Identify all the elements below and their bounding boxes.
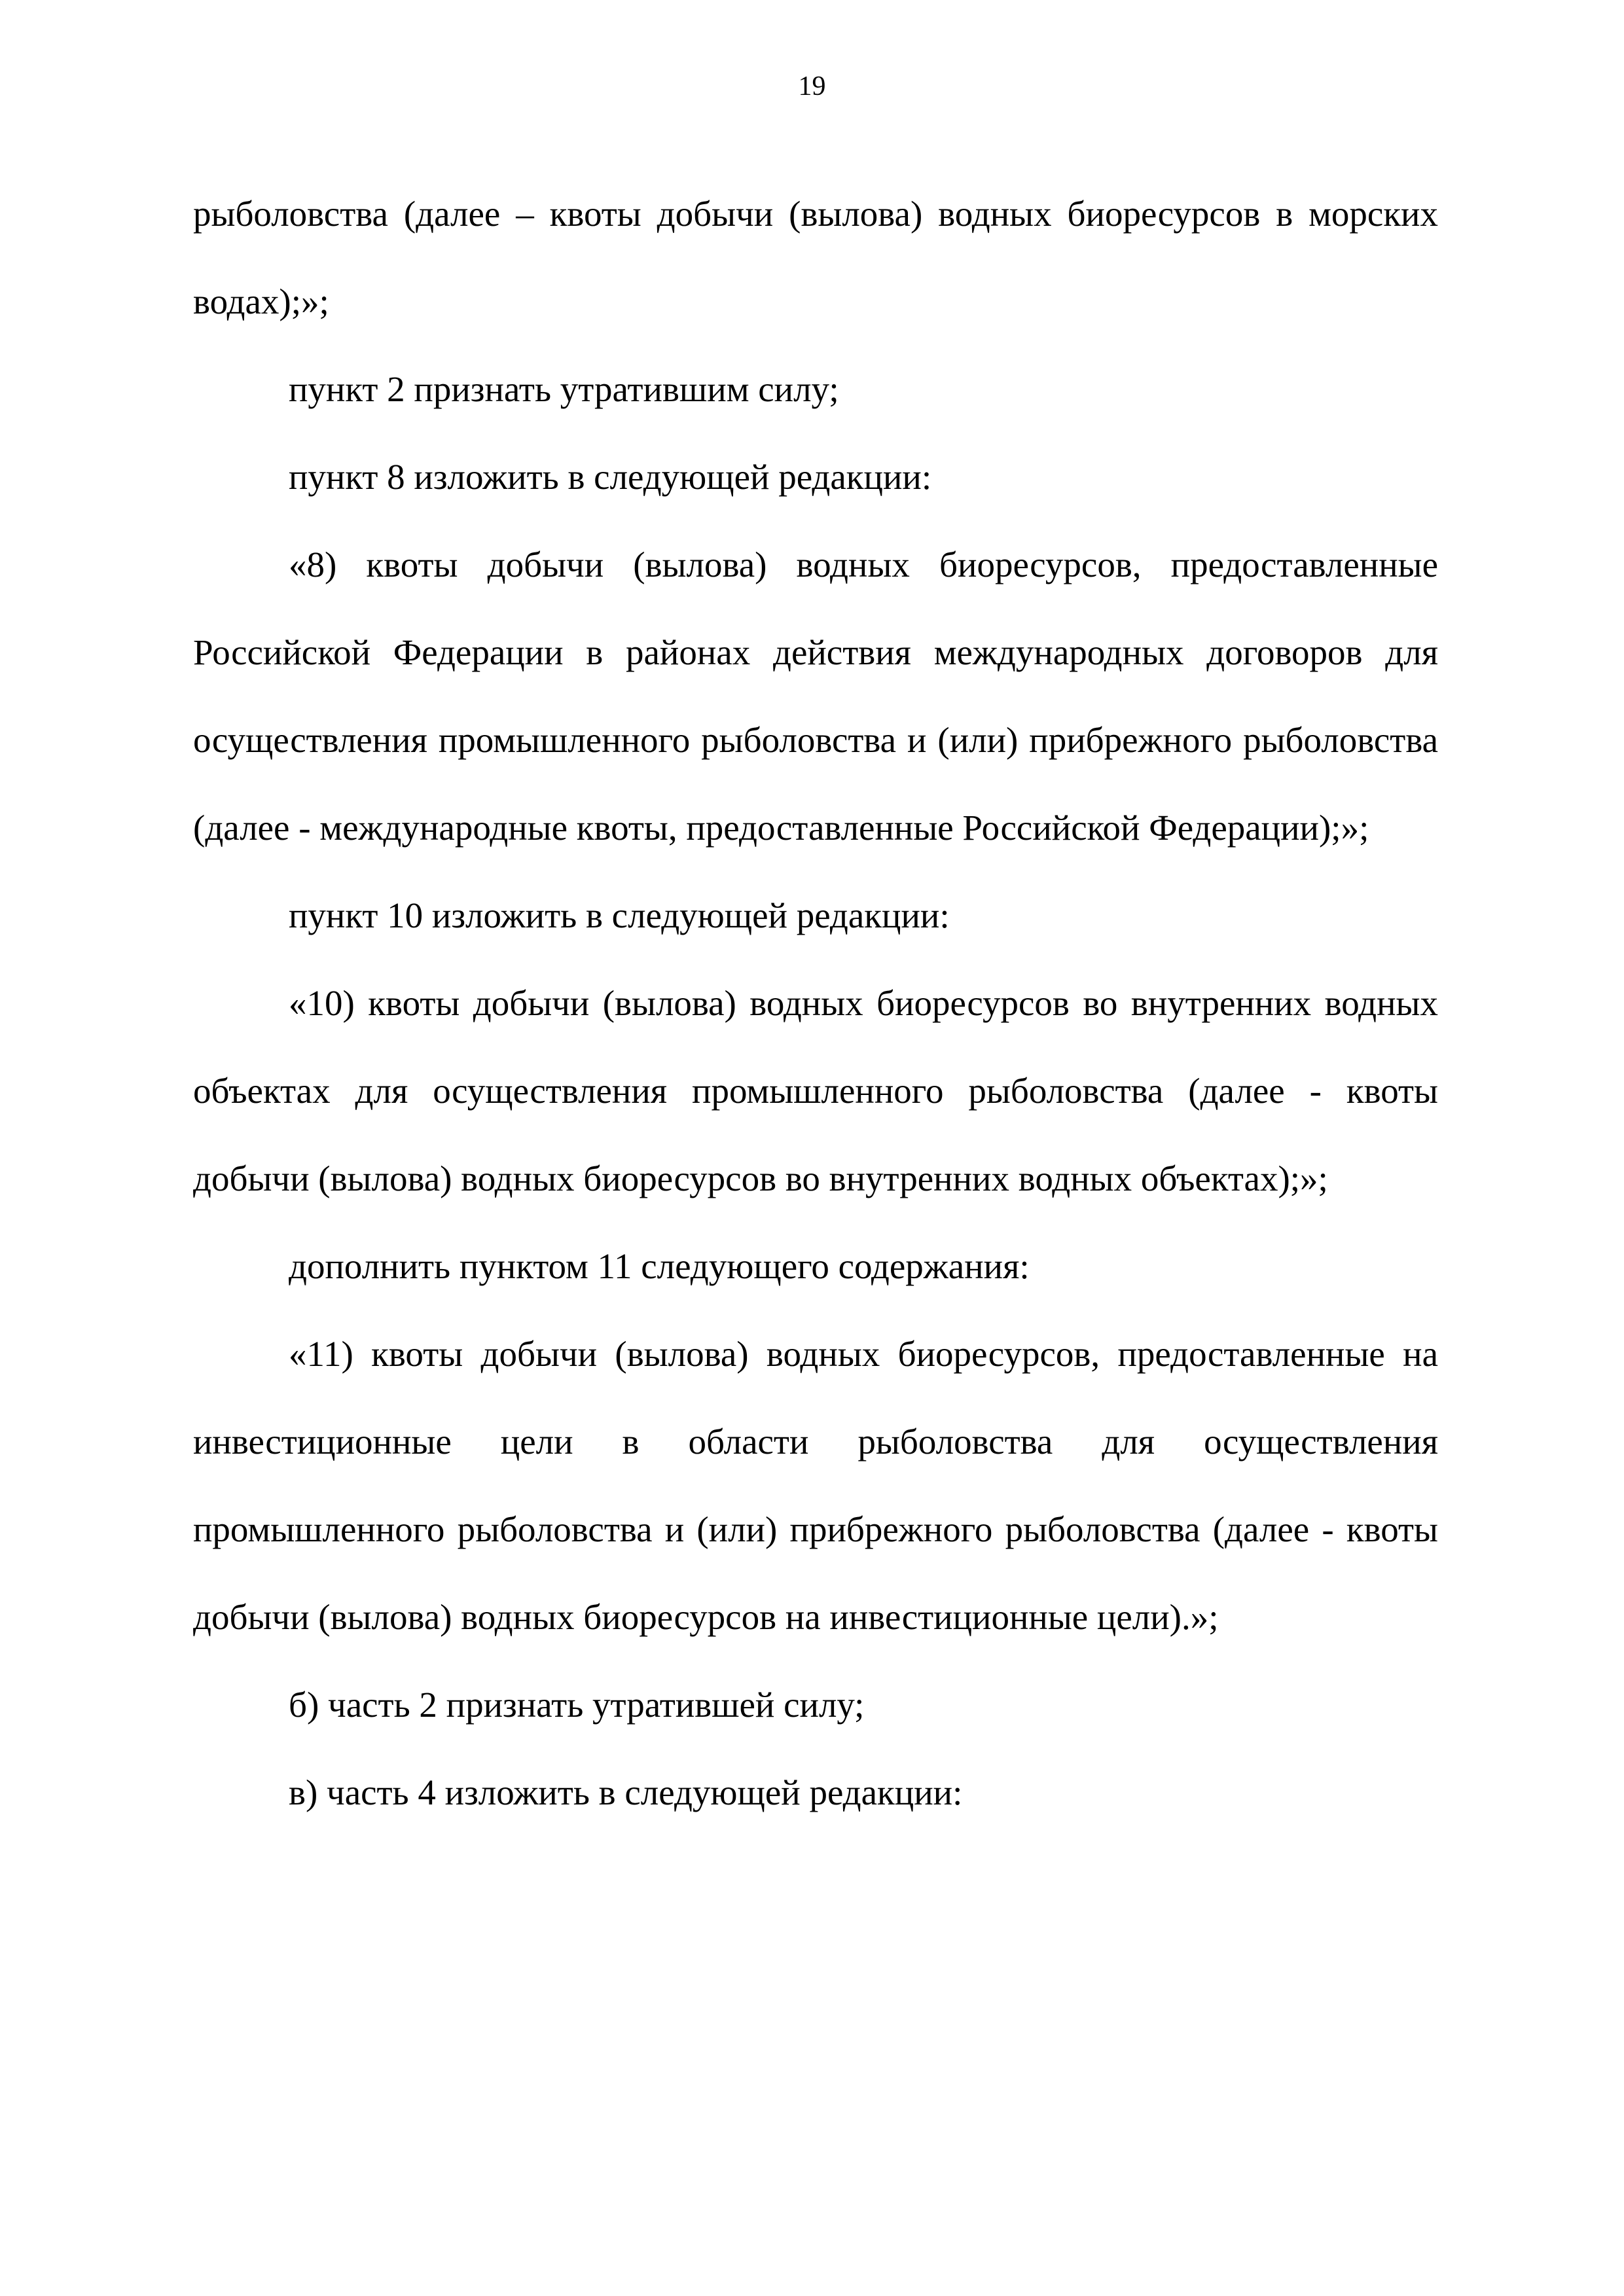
paragraph-item-8-intro: пункт 8 изложить в следующей редакции: xyxy=(289,457,932,497)
paragraph-item-8-text: «8) квоты добычи (вылова) водных биоресурсов, предоставленные Российской Федерации в районах действия международных договоров для осуществления промышленного рыболовства и (или) прибрежного рыболовства (далее - международные квоты, предоставленные Российской Федерации);»; xyxy=(193,545,1438,848)
paragraph-item-11-intro: дополнить пунктом 11 следующего содержания: xyxy=(289,1246,1030,1286)
paragraph-part-4-intro: в) часть 4 изложить в следующей редакции: xyxy=(289,1772,963,1812)
document-body xyxy=(193,170,1438,1837)
paragraph-item-10-intro: пункт 10 изложить в следующей редакции: xyxy=(289,895,950,935)
paragraph-item-10-text: «10) квоты добычи (вылова) водных биоресурсов во внутренних водных объектах для осуществления промышленного рыболовства (далее - квоты добычи (вылова) водных биоресурсов во внутренних водных объектах);»; xyxy=(193,983,1438,1198)
paragraph-item-2-repeal: пункт 2 признать утратившим силу; xyxy=(289,369,839,409)
paragraph-item-11-text: «11) квоты добычи (вылова) водных биоресурсов, предоставленные на инвестиционные цели в области рыболовства для осуществления промышленного рыболовства и (или) прибрежного рыболовства (далее - квоты добычи (вылова) водных биоресурсов на инвестиционные цели).»; xyxy=(193,1334,1438,1637)
paragraph-part-2-repeal: б) часть 2 признать утратившей силу; xyxy=(289,1685,865,1725)
page-number: 19 xyxy=(798,71,826,101)
paragraph-continuation: рыболовства (далее – квоты добычи (вылова) водных биоресурсов в морских водах);»; xyxy=(193,194,1438,321)
